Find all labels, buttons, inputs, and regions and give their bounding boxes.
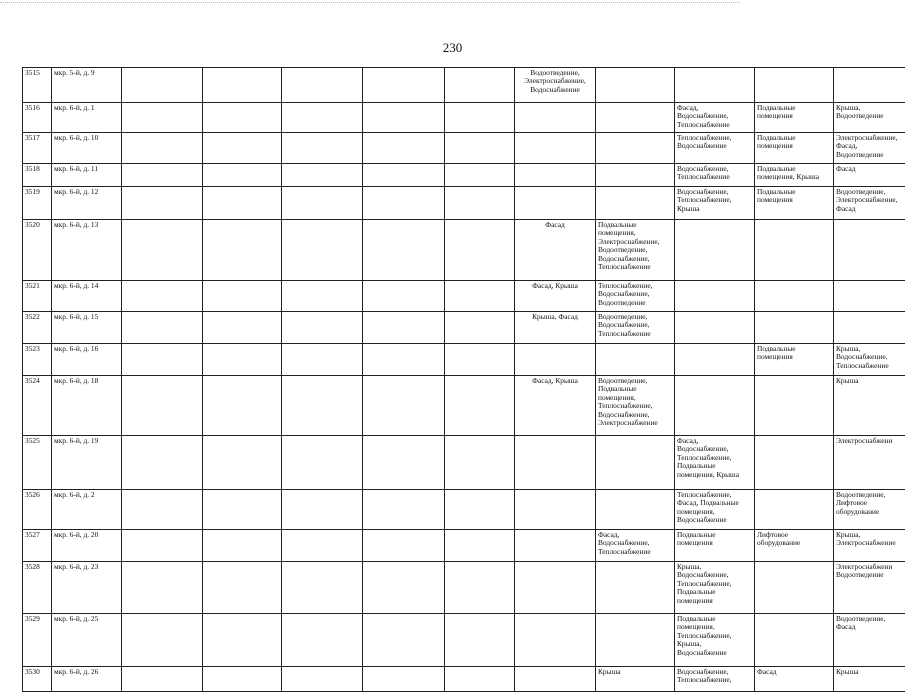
empty-cell: [363, 220, 445, 281]
empty-cell: [122, 436, 203, 490]
works-cell: Фасад, Крыша: [515, 281, 596, 312]
empty-cell: [363, 490, 445, 530]
row-number: 3518: [23, 164, 52, 187]
works-cell: [755, 312, 834, 344]
works-cell: Электроснабжени: [834, 436, 905, 490]
works-cell: [675, 281, 755, 312]
works-cell: Крыша: [834, 667, 905, 692]
address-cell: мкр. 6-й, д. 25: [52, 614, 122, 667]
table-row: [23, 376, 905, 436]
works-cell: [834, 220, 905, 281]
works-cell: [596, 164, 675, 187]
empty-cell: [363, 164, 445, 187]
row-number: 3528: [23, 562, 52, 614]
row-number: 3520: [23, 220, 52, 281]
works-cell: Подвальные помещения: [755, 133, 834, 164]
empty-cell: [282, 490, 363, 530]
address-cell: мкр. 6-й, д. 14: [52, 281, 122, 312]
row-number: 3517: [23, 133, 52, 164]
works-cell: [755, 220, 834, 281]
table-row: [23, 133, 905, 164]
works-cell: [675, 68, 755, 103]
table-row: [23, 530, 905, 562]
works-cell: Крыша, Электроснабжение: [834, 530, 905, 562]
empty-cell: [122, 530, 203, 562]
works-cell: Крыша, Фасад: [515, 312, 596, 344]
row-number: 3530: [23, 667, 52, 692]
page-number: 230: [0, 40, 905, 56]
empty-cell: [122, 187, 203, 220]
top-dotted-line: [0, 2, 740, 3]
works-cell: Водоотведение, Электроснабжение, Фасад: [834, 187, 905, 220]
works-cell: Лифтовое оборудование: [755, 530, 834, 562]
address-cell: мкр. 6-й, д. 13: [52, 220, 122, 281]
address-cell: мкр. 6-й, д. 19: [52, 436, 122, 490]
works-cell: [834, 312, 905, 344]
table-row: [23, 103, 905, 133]
empty-cell: [445, 187, 515, 220]
empty-cell: [282, 562, 363, 614]
empty-cell: [445, 103, 515, 133]
works-cell: [596, 68, 675, 103]
address-cell: мкр. 6-й, д. 15: [52, 312, 122, 344]
empty-cell: [122, 68, 203, 103]
works-cell: [596, 344, 675, 376]
works-cell: [515, 614, 596, 667]
works-cell: [596, 103, 675, 133]
empty-cell: [122, 133, 203, 164]
works-cell: Теплоснабжение, Фасад, Подвальные помещения, Водоснабжение: [675, 490, 755, 530]
works-cell: [515, 164, 596, 187]
empty-cell: [445, 133, 515, 164]
works-cell: [675, 312, 755, 344]
address-cell: мкр. 5-й, д. 9: [52, 68, 122, 103]
empty-cell: [363, 436, 445, 490]
empty-cell: [363, 376, 445, 436]
works-cell: Крыша: [596, 667, 675, 692]
empty-cell: [203, 436, 282, 490]
empty-cell: [203, 614, 282, 667]
table-row: [23, 562, 905, 614]
works-cell: Теплоснабжение, Водоснабжение, Водоотведение: [596, 281, 675, 312]
works-cell: [675, 376, 755, 436]
works-cell: Фасад: [515, 220, 596, 281]
works-cell: [755, 490, 834, 530]
works-cell: Крыша: [834, 376, 905, 436]
empty-cell: [203, 530, 282, 562]
works-cell: [675, 220, 755, 281]
works-cell: [515, 133, 596, 164]
empty-cell: [445, 667, 515, 692]
table-row: [23, 220, 905, 281]
empty-cell: [282, 344, 363, 376]
empty-cell: [363, 344, 445, 376]
empty-cell: [363, 187, 445, 220]
empty-cell: [282, 312, 363, 344]
empty-cell: [122, 220, 203, 281]
works-cell: Водоотведение, Фасад: [834, 614, 905, 667]
row-number: 3521: [23, 281, 52, 312]
row-number: 3515: [23, 68, 52, 103]
address-cell: мкр. 6-й, д. 26: [52, 667, 122, 692]
empty-cell: [282, 220, 363, 281]
works-cell: Теплоснабжение, Водоснабжение: [675, 133, 755, 164]
empty-cell: [445, 614, 515, 667]
empty-cell: [363, 562, 445, 614]
empty-cell: [203, 187, 282, 220]
row-number: 3526: [23, 490, 52, 530]
empty-cell: [203, 103, 282, 133]
empty-cell: [282, 614, 363, 667]
works-cell: [515, 436, 596, 490]
works-cell: Крыша, Водоснабжение, Теплоснабжение: [834, 344, 905, 376]
works-cell: Водоотведение, Подвальные помещения, Теплоснабжение, Водоснабжение, Электроснабжение: [596, 376, 675, 436]
empty-cell: [122, 667, 203, 692]
works-cell: Фасад: [755, 667, 834, 692]
works-cell: Подвальные помещения: [755, 344, 834, 376]
repair-schedule-table: [22, 67, 905, 692]
empty-cell: [282, 376, 363, 436]
works-cell: Крыша, Водоснабжение, Теплоснабжение, Подвальные помещения: [675, 562, 755, 614]
address-cell: мкр. 6-й, д. 1: [52, 103, 122, 133]
address-cell: мкр. 6-й, д. 23: [52, 562, 122, 614]
works-cell: [596, 562, 675, 614]
works-cell: [515, 490, 596, 530]
works-cell: Водоотведение, Лифтовое оборудование: [834, 490, 905, 530]
works-cell: [596, 133, 675, 164]
works-cell: [755, 281, 834, 312]
address-cell: мкр. 6-й, д. 16: [52, 344, 122, 376]
table-row: [23, 614, 905, 667]
address-cell: мкр. 6-й, д. 18: [52, 376, 122, 436]
works-cell: [596, 187, 675, 220]
works-cell: [596, 436, 675, 490]
works-cell: Фасад, Водоснабжение, Теплоснабжение: [675, 103, 755, 133]
empty-cell: [445, 344, 515, 376]
works-cell: Водоснабжение, Теплоснабжение, Крыша: [675, 187, 755, 220]
empty-cell: [445, 312, 515, 344]
empty-cell: [122, 312, 203, 344]
empty-cell: [363, 312, 445, 344]
empty-cell: [203, 281, 282, 312]
works-cell: [515, 344, 596, 376]
empty-cell: [203, 344, 282, 376]
works-cell: [755, 562, 834, 614]
works-cell: Подвальные помещения, Электроснабжение, Водоотведение, Водоснабжение, Теплоснабжение: [596, 220, 675, 281]
empty-cell: [445, 220, 515, 281]
works-cell: Фасад: [834, 164, 905, 187]
empty-cell: [203, 220, 282, 281]
row-number: 3529: [23, 614, 52, 667]
works-cell: Водоснабжение, Теплоснабжение: [675, 164, 755, 187]
works-cell: [596, 490, 675, 530]
empty-cell: [203, 562, 282, 614]
empty-cell: [122, 562, 203, 614]
works-cell: Фасад, Водоснабжение, Теплоснабжение: [596, 530, 675, 562]
empty-cell: [282, 281, 363, 312]
works-cell: [515, 103, 596, 133]
empty-cell: [122, 103, 203, 133]
empty-cell: [282, 103, 363, 133]
table-row: [23, 281, 905, 312]
works-cell: Водоснабжение, Теплоснабжение,: [675, 667, 755, 692]
empty-cell: [363, 103, 445, 133]
row-number: 3525: [23, 436, 52, 490]
works-cell: [834, 281, 905, 312]
empty-cell: [282, 164, 363, 187]
works-cell: [755, 436, 834, 490]
empty-cell: [363, 68, 445, 103]
row-number: 3522: [23, 312, 52, 344]
table-row: [23, 344, 905, 376]
works-cell: Фасад, Водоснабжение, Теплоснабжение, Подвальные помещения, Крыша: [675, 436, 755, 490]
table-row: [23, 312, 905, 344]
works-cell: Крыша, Водоотведение: [834, 103, 905, 133]
works-cell: [755, 614, 834, 667]
works-cell: [515, 562, 596, 614]
row-number: 3519: [23, 187, 52, 220]
works-cell: [834, 68, 905, 103]
empty-cell: [445, 490, 515, 530]
empty-cell: [203, 68, 282, 103]
works-cell: Подвальные помещения, Крыша: [755, 164, 834, 187]
empty-cell: [203, 667, 282, 692]
empty-cell: [445, 436, 515, 490]
address-cell: мкр. 6-й, д. 2: [52, 490, 122, 530]
works-cell: Подвальные помещения: [755, 103, 834, 133]
empty-cell: [122, 281, 203, 312]
empty-cell: [282, 133, 363, 164]
table-row: [23, 490, 905, 530]
table-row: [23, 436, 905, 490]
table-row: [23, 164, 905, 187]
works-cell: Фасад, Крыша: [515, 376, 596, 436]
works-cell: [675, 344, 755, 376]
table-row: [23, 667, 905, 692]
empty-cell: [363, 133, 445, 164]
empty-cell: [203, 133, 282, 164]
empty-cell: [445, 562, 515, 614]
works-cell: Подвальные помещения: [755, 187, 834, 220]
works-cell: Водоотведение, Электроснабжение, Водоснабжение: [515, 68, 596, 103]
empty-cell: [203, 312, 282, 344]
empty-cell: [363, 667, 445, 692]
empty-cell: [282, 68, 363, 103]
table-row: [23, 187, 905, 220]
works-cell: [515, 530, 596, 562]
empty-cell: [363, 530, 445, 562]
empty-cell: [203, 376, 282, 436]
empty-cell: [363, 281, 445, 312]
address-cell: мкр. 6-й, д. 11: [52, 164, 122, 187]
empty-cell: [445, 376, 515, 436]
row-number: 3524: [23, 376, 52, 436]
works-cell: Подвальные помещения: [675, 530, 755, 562]
empty-cell: [122, 164, 203, 187]
works-cell: [755, 68, 834, 103]
empty-cell: [445, 164, 515, 187]
empty-cell: [122, 344, 203, 376]
works-cell: Электроснабжени Водоотведение: [834, 562, 905, 614]
works-cell: [755, 376, 834, 436]
empty-cell: [282, 436, 363, 490]
empty-cell: [445, 530, 515, 562]
empty-cell: [282, 667, 363, 692]
empty-cell: [122, 376, 203, 436]
address-cell: мкр. 6-й, д. 12: [52, 187, 122, 220]
works-cell: [515, 187, 596, 220]
works-cell: Подвальные помещения, Теплоснабжение, Крыша, Водоснабжение: [675, 614, 755, 667]
empty-cell: [445, 68, 515, 103]
empty-cell: [282, 530, 363, 562]
row-number: 3516: [23, 103, 52, 133]
empty-cell: [282, 187, 363, 220]
address-cell: мкр. 6-й, д. 10: [52, 133, 122, 164]
empty-cell: [122, 490, 203, 530]
row-number: 3523: [23, 344, 52, 376]
empty-cell: [122, 614, 203, 667]
empty-cell: [445, 281, 515, 312]
works-cell: Электроснабжение, Фасад, Водоотведение: [834, 133, 905, 164]
empty-cell: [203, 164, 282, 187]
table-row: [23, 68, 905, 103]
works-cell: [515, 667, 596, 692]
empty-cell: [203, 490, 282, 530]
works-cell: [596, 614, 675, 667]
row-number: 3527: [23, 530, 52, 562]
empty-cell: [363, 614, 445, 667]
works-cell: Водоотведение, Водоснабжение, Теплоснабжение: [596, 312, 675, 344]
address-cell: мкр. 6-й, д. 20: [52, 530, 122, 562]
